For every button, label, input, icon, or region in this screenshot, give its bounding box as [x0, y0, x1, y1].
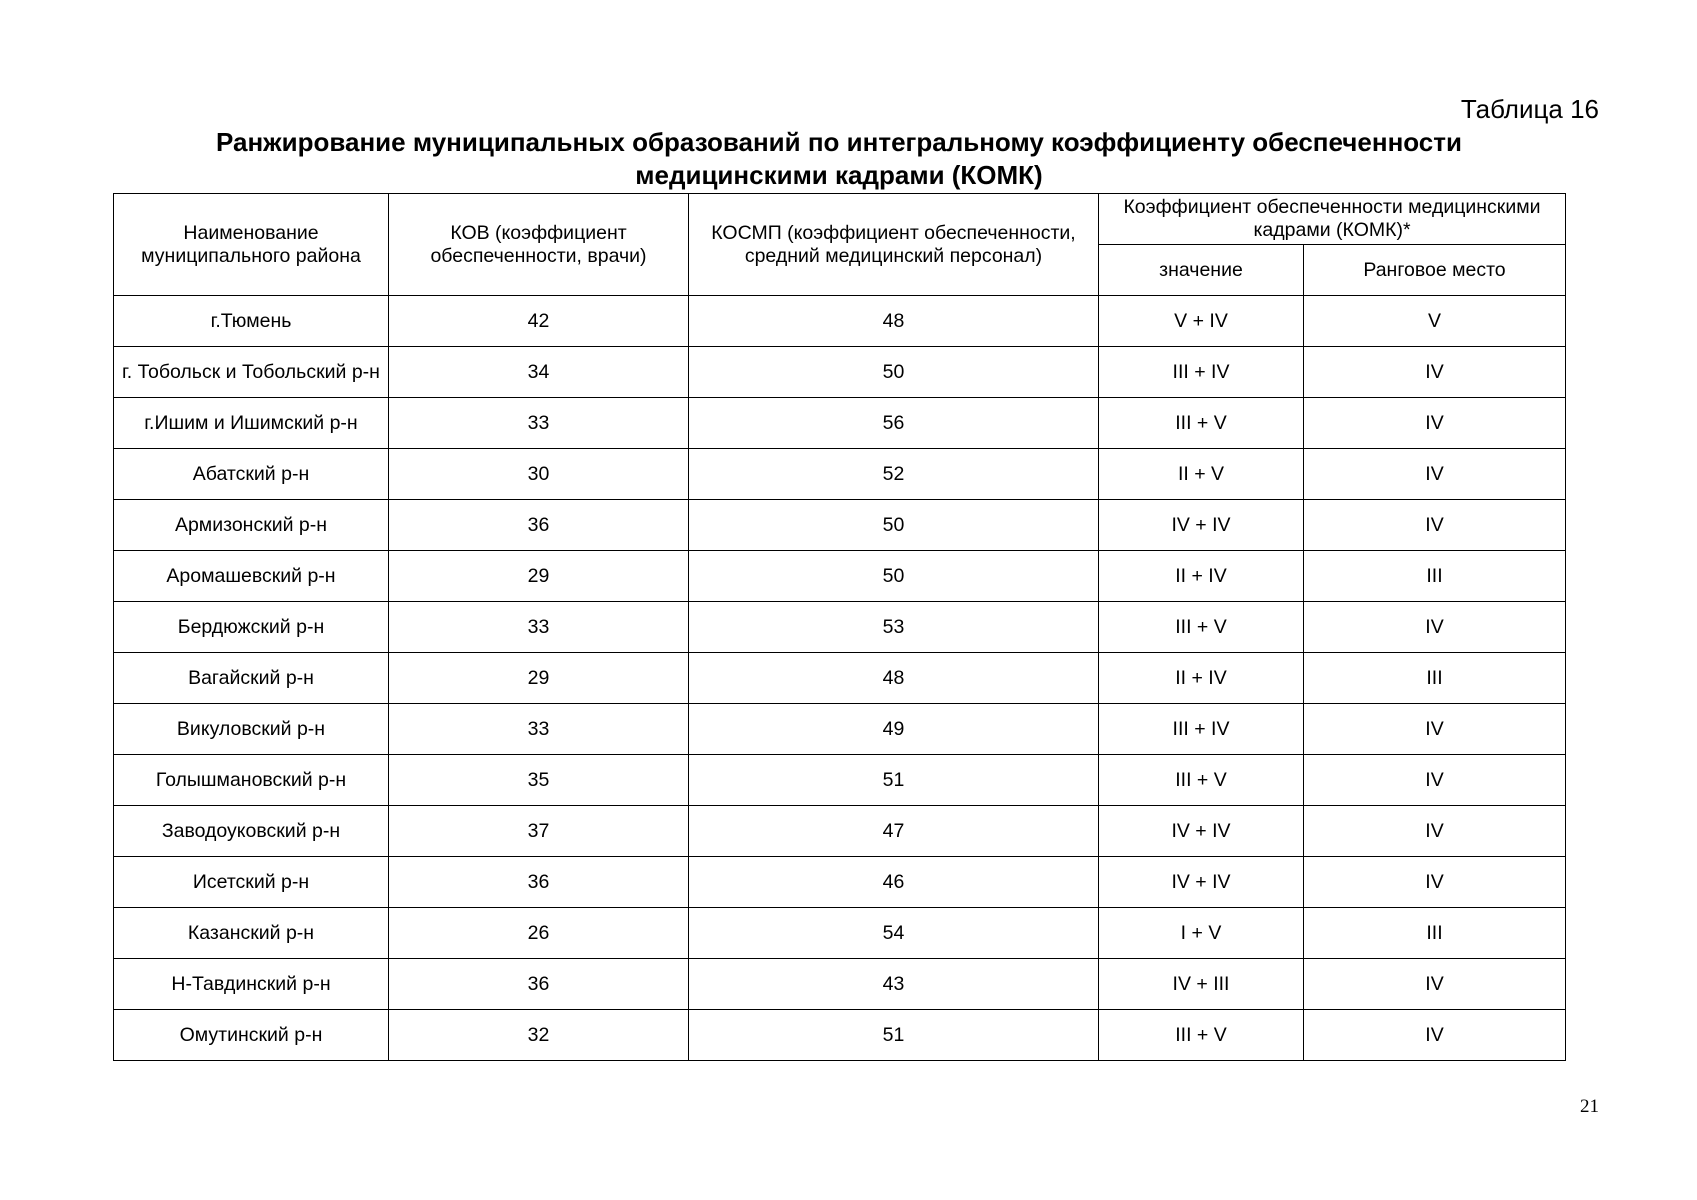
cell-rank: III	[1304, 908, 1566, 959]
table-row	[114, 908, 1566, 959]
cell-kosmp: 49	[689, 704, 1099, 755]
table-row	[114, 398, 1566, 449]
cell-district: Казанский р-н	[114, 908, 389, 959]
cell-kov: 32	[389, 1010, 689, 1061]
cell-kosmp: 50	[689, 500, 1099, 551]
cell-district: г.Ишим и Ишимский р-н	[114, 398, 389, 449]
table-row	[114, 602, 1566, 653]
cell-district: г. Тобольск и Тобольский р-н	[114, 347, 389, 398]
cell-kosmp: 51	[689, 755, 1099, 806]
cell-value: I + V	[1099, 908, 1304, 959]
cell-kov: 33	[389, 704, 689, 755]
cell-district: Армизонский р-н	[114, 500, 389, 551]
cell-rank: IV	[1304, 857, 1566, 908]
cell-kosmp: 47	[689, 806, 1099, 857]
cell-district: Исетский р-н	[114, 857, 389, 908]
cell-rank: V	[1304, 296, 1566, 347]
cell-value: III + V	[1099, 398, 1304, 449]
page-number: 21	[1580, 1096, 1599, 1117]
cell-kosmp: 48	[689, 296, 1099, 347]
document-title	[113, 126, 1565, 192]
cell-kosmp: 52	[689, 449, 1099, 500]
table-number: Таблица 16	[1460, 94, 1599, 124]
cell-value: II + V	[1099, 449, 1304, 500]
cell-rank: IV	[1304, 1010, 1566, 1061]
table-row	[114, 653, 1566, 704]
cell-rank: III	[1304, 653, 1566, 704]
cell-district: Вагайский р-н	[114, 653, 389, 704]
header-kosmp: КОСМП (коэффициент обеспеченности, средний медицинский персонал)	[689, 194, 1099, 296]
header-value: значение	[1099, 245, 1304, 296]
cell-kov: 26	[389, 908, 689, 959]
cell-kov: 36	[389, 500, 689, 551]
cell-value: III + V	[1099, 1010, 1304, 1061]
cell-rank: IV	[1304, 398, 1566, 449]
title-line-1: Ранжирование муниципальных образований по интегральному коэффициенту обеспеченности	[216, 127, 1462, 157]
cell-rank: IV	[1304, 806, 1566, 857]
table-row	[114, 449, 1566, 500]
cell-value: III + V	[1099, 602, 1304, 653]
table-row	[114, 857, 1566, 908]
cell-kov: 42	[389, 296, 689, 347]
cell-value: III + IV	[1099, 704, 1304, 755]
header-komk-group: Коэффициент обеспеченности медицинскими кадрами (КОМК)*	[1099, 194, 1566, 245]
cell-kosmp: 54	[689, 908, 1099, 959]
header-kov: КОВ (коэффициент обеспеченности, врачи)	[389, 194, 689, 296]
cell-kov: 36	[389, 857, 689, 908]
cell-district: Голышмановский р-н	[114, 755, 389, 806]
cell-value: V + IV	[1099, 296, 1304, 347]
cell-rank: IV	[1304, 959, 1566, 1010]
cell-district: Н-Тавдинский р-н	[114, 959, 389, 1010]
cell-rank: IV	[1304, 602, 1566, 653]
cell-kov: 34	[389, 347, 689, 398]
cell-rank: IV	[1304, 755, 1566, 806]
cell-district: Викуловский р-н	[114, 704, 389, 755]
header-rank: Ранговое место	[1304, 245, 1566, 296]
table-row	[114, 296, 1566, 347]
cell-value: III + V	[1099, 755, 1304, 806]
cell-kov: 36	[389, 959, 689, 1010]
cell-kosmp: 56	[689, 398, 1099, 449]
cell-rank: IV	[1304, 704, 1566, 755]
cell-value: IV + IV	[1099, 857, 1304, 908]
ranking-table	[113, 193, 1566, 1061]
cell-rank: IV	[1304, 500, 1566, 551]
table-row	[114, 755, 1566, 806]
cell-district: Заводоуковский р-н	[114, 806, 389, 857]
cell-kov: 33	[389, 398, 689, 449]
cell-value: IV + IV	[1099, 806, 1304, 857]
cell-kov: 37	[389, 806, 689, 857]
cell-kosmp: 48	[689, 653, 1099, 704]
cell-district: Абатский р-н	[114, 449, 389, 500]
cell-kov: 33	[389, 602, 689, 653]
cell-kosmp: 50	[689, 551, 1099, 602]
cell-kosmp: 46	[689, 857, 1099, 908]
table-row	[114, 347, 1566, 398]
table-row	[114, 959, 1566, 1010]
cell-rank: IV	[1304, 347, 1566, 398]
table-row	[114, 551, 1566, 602]
cell-district: Омутинский р-н	[114, 1010, 389, 1061]
cell-kosmp: 50	[689, 347, 1099, 398]
table-row	[114, 704, 1566, 755]
cell-kov: 29	[389, 551, 689, 602]
title-line-2: медицинскими кадрами (КОМК)	[635, 160, 1043, 190]
cell-rank: III	[1304, 551, 1566, 602]
cell-district: Аромашевский р-н	[114, 551, 389, 602]
cell-district: г.Тюмень	[114, 296, 389, 347]
cell-kov: 35	[389, 755, 689, 806]
cell-kosmp: 53	[689, 602, 1099, 653]
cell-value: IV + III	[1099, 959, 1304, 1010]
table-row	[114, 1010, 1566, 1061]
cell-kov: 29	[389, 653, 689, 704]
cell-value: II + IV	[1099, 653, 1304, 704]
cell-kov: 30	[389, 449, 689, 500]
cell-district: Бердюжский р-н	[114, 602, 389, 653]
table-row	[114, 500, 1566, 551]
table-row	[114, 806, 1566, 857]
cell-value: III + IV	[1099, 347, 1304, 398]
cell-kosmp: 43	[689, 959, 1099, 1010]
cell-kosmp: 51	[689, 1010, 1099, 1061]
header-district: Наименование муниципального района	[114, 194, 389, 296]
cell-value: II + IV	[1099, 551, 1304, 602]
cell-rank: IV	[1304, 449, 1566, 500]
cell-value: IV + IV	[1099, 500, 1304, 551]
